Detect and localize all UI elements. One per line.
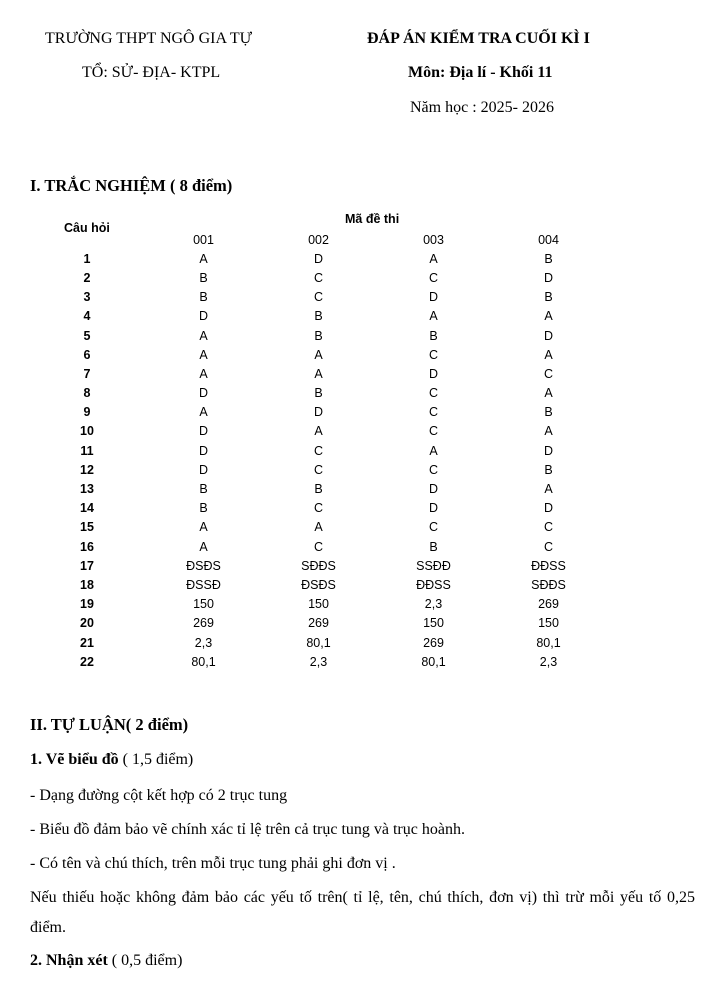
answer-cell: B [314,482,323,497]
answer-row [28,537,606,556]
question-number: 6 [83,347,91,362]
answer-cell: A [314,366,323,381]
answer-cell: A [544,309,553,324]
answer-cell: C [428,270,439,285]
answer-row [28,479,606,498]
answer-cell: C [428,405,439,420]
answer-cell: C [313,270,324,285]
answer-row [28,364,606,383]
answer-cell: D [198,309,209,324]
exam-code: 004 [538,232,559,247]
answer-cell: 80,1 [536,635,561,650]
answer-cell: B [429,539,438,554]
question-number: 1 [83,251,91,266]
answer-cell: C [543,539,554,554]
question-number: 17 [80,558,94,573]
answer-cell: 150 [423,616,444,631]
answer-cell: B [314,309,323,324]
bullet-3: - Có tên và chú thích, trên mỗi trục tung phải ghi đơn vị . [30,855,396,872]
answer-cell: C [428,386,439,401]
answer-cell: A [544,347,553,362]
question-number: 10 [80,424,94,439]
answer-cell: D [313,251,324,266]
exam-code-header: Mã đề thi [345,212,400,226]
answer-cell: D [543,270,554,285]
answer-row [28,518,606,537]
answer-cell: ĐSĐS [186,558,221,573]
answer-cell: A [429,251,438,266]
answer-row [28,499,606,518]
question-number: 7 [83,366,91,381]
answer-cell: B [199,290,208,305]
question-number: 19 [80,597,94,612]
answer-cell: B [199,270,208,285]
answer-cell: B [314,386,323,401]
question-number: 22 [80,654,94,669]
answer-row [28,595,606,614]
answer-cell: 150 [308,597,329,612]
answer-row [28,249,606,268]
exam-code: 002 [308,232,329,247]
answer-cell: ĐĐSS [531,558,566,573]
question-number: 20 [80,616,94,631]
answer-cell: C [428,424,439,439]
exam-code: 003 [423,232,444,247]
question-number: 9 [83,405,91,420]
answer-cell: A [314,520,323,535]
department-name: TỔ: SỬ- ĐỊA- KTPL [82,64,221,81]
answer-cell: A [314,347,323,362]
answer-cell: 269 [538,597,559,612]
answer-cell: 80,1 [191,654,216,669]
answer-cell: A [429,443,438,458]
answer-row [28,326,606,345]
question-number: 4 [83,309,91,324]
answer-row [28,460,606,479]
answer-row [28,345,606,364]
answer-cell: B [544,462,553,477]
answer-cell: D [428,482,439,497]
answer-cell: 80,1 [306,635,331,650]
question-number: 15 [80,520,94,535]
part-1-title: 1. Vẽ biểu đồ [30,751,119,768]
answer-cell: 269 [193,616,214,631]
answer-cell: B [199,482,208,497]
answer-cell: C [313,539,324,554]
question-number: 3 [83,290,91,305]
answer-row [28,268,606,287]
answer-cell: B [544,251,553,266]
answer-cell: A [314,424,323,439]
question-number: 12 [80,462,94,477]
exam-code: 001 [193,232,214,247]
deduction-note: Nếu thiếu hoặc không đảm bảo các yếu tố trên( tỉ lệ, tên, chú thích, đơn vị) thì trừ mỗi yếu tố 0,25 điểm. [30,889,695,936]
exam-title: ĐÁP ÁN KIỂM TRA CUỐI KÌ I [367,30,590,47]
answer-cell: A [199,328,208,343]
answer-cell: A [199,366,208,381]
answer-cell: SSĐĐ [416,558,451,573]
answer-cell: D [198,386,209,401]
section-1-title: I. TRẮC NGHIỆM ( 8 điểm) [30,176,233,195]
question-number: 16 [80,539,94,554]
answer-cell: A [199,539,208,554]
answer-cell: A [199,347,208,362]
answer-cell: 2,3 [309,654,328,669]
answer-cell: D [313,405,324,420]
answer-cell: C [313,462,324,477]
answer-cell: D [428,501,439,516]
answer-cell: C [543,366,554,381]
question-number: 14 [80,501,94,516]
bullet-1: - Dạng đường cột kết hợp có 2 trục tung [30,787,288,804]
section-2-title: II. TỰ LUẬN( 2 điểm) [30,715,189,734]
question-number: 13 [80,482,94,497]
answer-cell: A [544,482,553,497]
answer-cell: 269 [423,635,444,650]
part-2-points: ( 0,5 điểm) [107,952,183,969]
answer-cell: B [544,405,553,420]
answer-cell: 150 [193,597,214,612]
answer-cell: ĐĐSS [416,577,451,592]
answer-cell: SĐĐS [301,558,336,573]
answer-cell: A [429,309,438,324]
answer-row [28,288,606,307]
answer-cell: D [543,501,554,516]
answer-cell: A [199,520,208,535]
answer-row [28,384,606,403]
question-number: 11 [80,443,94,458]
part-2-heading [30,952,182,970]
answer-cell: D [198,462,209,477]
answer-cell: B [544,290,553,305]
answer-cell: 269 [308,616,329,631]
exam-code-row [28,230,606,249]
school-year: Năm học : 2025- 2026 [410,99,554,116]
question-column-header: Câu hỏi [64,221,110,235]
answer-cell: 150 [538,616,559,631]
question-number: 5 [83,328,91,343]
answer-cell: 2,3 [194,635,213,650]
answer-row [28,422,606,441]
question-number: 8 [83,386,91,401]
answer-row [28,575,606,594]
school-name: TRƯỜNG THPT NGÔ GIA TỰ [45,30,253,47]
answer-cell: SĐĐS [531,577,566,592]
answer-cell: ĐSĐS [301,577,336,592]
bullet-2: - Biểu đồ đảm bảo vẽ chính xác tỉ lệ trên cả trục tung và trục hoành. [30,821,465,838]
answer-cell: D [198,443,209,458]
answer-row [28,556,606,575]
answer-cell: D [543,443,554,458]
answer-cell: D [428,290,439,305]
part-1-points: ( 1,5 điểm) [118,751,194,768]
question-number: 2 [83,270,91,285]
part-2-title: 2. Nhận xét [30,952,108,969]
question-number: 18 [80,577,94,592]
answer-cell: C [313,443,324,458]
answer-cell: 2,3 [424,597,443,612]
part-1-heading [30,751,193,769]
answer-row [28,652,606,671]
answer-cell: C [428,520,439,535]
answer-cell: ĐSSĐ [186,577,221,592]
answer-cell: B [314,328,323,343]
answer-cell: C [428,462,439,477]
question-number: 21 [80,635,94,650]
answer-cell: B [199,501,208,516]
answer-cell: 80,1 [421,654,446,669]
answer-cell: C [543,520,554,535]
answer-cell: A [544,386,553,401]
answer-cell: A [199,251,208,266]
answer-cell: C [428,347,439,362]
answer-cell: B [429,328,438,343]
answer-cell: D [428,366,439,381]
answer-cell: C [313,501,324,516]
answer-row [28,441,606,460]
answer-cell: C [313,290,324,305]
subject-line: Môn: Địa lí - Khối 11 [408,64,553,81]
answer-cell: D [198,424,209,439]
answer-row [28,403,606,422]
answer-row [28,307,606,326]
answer-row [28,614,606,633]
answer-cell: A [199,405,208,420]
answer-cell: 2,3 [539,654,558,669]
answer-table [28,230,606,671]
answer-row [28,633,606,652]
answer-cell: D [543,328,554,343]
answer-cell: A [544,424,553,439]
